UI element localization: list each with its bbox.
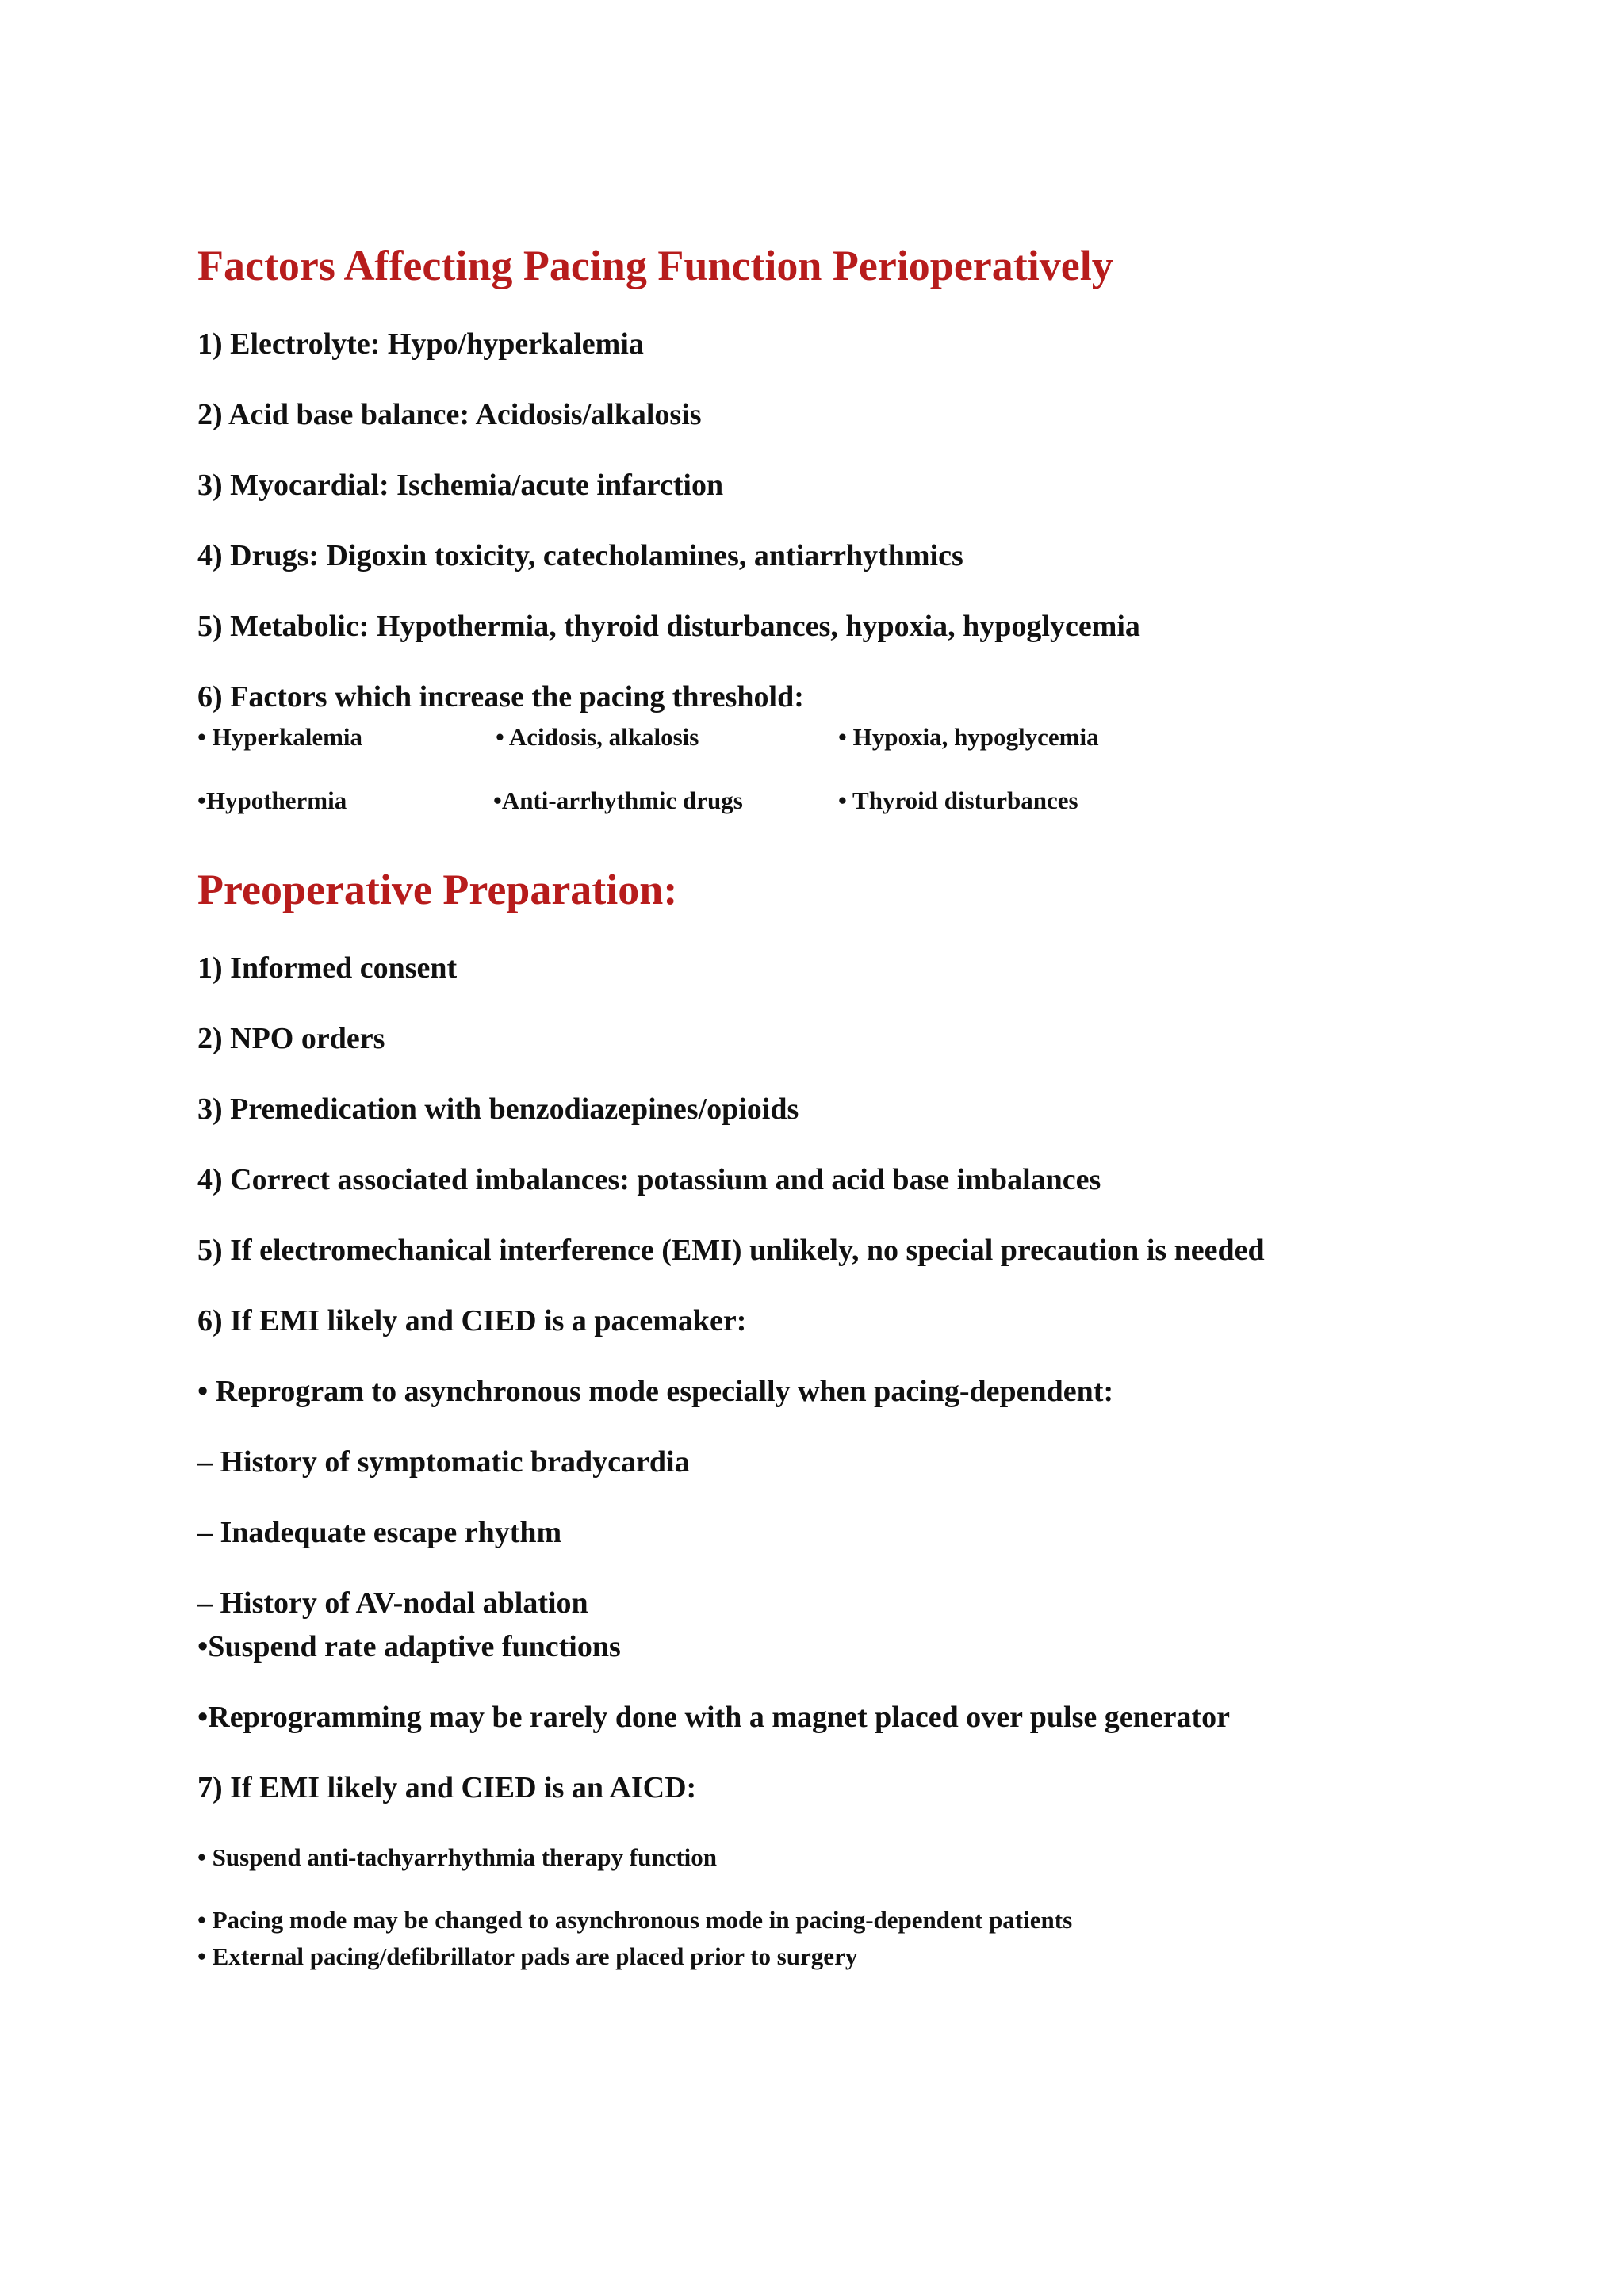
list-item: – Inadequate escape rhythm [197, 1516, 562, 1549]
list-item: – History of symptomatic bradycardia [197, 1445, 690, 1479]
list-item: • Reprogram to asynchronous mode especially when pacing-dependent: [197, 1375, 1114, 1408]
list-item: 4) Drugs: Digoxin toxicity, catecholamines, antiarrhythmics [197, 539, 963, 572]
aicd-item: • Suspend anti-tachyarrhythmia therapy function [197, 1843, 718, 1871]
list-item: – History of AV-nodal ablation [197, 1586, 588, 1620]
list-item: •Reprogramming may be rarely done with a magnet placed over pulse generator [197, 1701, 1230, 1734]
list-item: 7) If EMI likely and CIED is an AICD: [197, 1771, 697, 1804]
list-item: 1) Electrolyte: Hypo/hyperkalemia [197, 327, 644, 361]
threshold-factor: •Anti-arrhythmic drugs [493, 786, 743, 814]
list-item: 1) Informed consent [197, 951, 458, 985]
threshold-factor: • Hypoxia, hypoglycemia [838, 723, 1099, 751]
section-heading-preoperative-preparation: Preoperative Preparation: [197, 866, 678, 913]
list-item: 4) Correct associated imbalances: potassium and acid base imbalances [197, 1163, 1101, 1196]
threshold-factor: • Thyroid disturbances [838, 786, 1078, 814]
threshold-factor: •Hypothermia [197, 786, 347, 814]
list-item: 2) NPO orders [197, 1022, 385, 1055]
aicd-item: • External pacing/defibrillator pads are placed prior to surgery [197, 1942, 858, 1970]
list-item: •Suspend rate adaptive functions [197, 1630, 621, 1663]
aicd-item: • Pacing mode may be changed to asynchronous mode in pacing-dependent patients [197, 1906, 1073, 1934]
section-heading-pacing-factors: Factors Affecting Pacing Function Perioperatively [197, 242, 1113, 289]
threshold-factor: • Acidosis, alkalosis [496, 723, 699, 751]
threshold-factor: • Hyperkalemia [197, 723, 363, 751]
list-item: 5) Metabolic: Hypothermia, thyroid disturbances, hypoxia, hypoglycemia [197, 610, 1140, 643]
list-item: 3) Premedication with benzodiazepines/opioids [197, 1093, 799, 1126]
list-item: 6) Factors which increase the pacing threshold: [197, 680, 804, 714]
list-item: 6) If EMI likely and CIED is a pacemaker: [197, 1304, 747, 1337]
list-item: 2) Acid base balance: Acidosis/alkalosis [197, 398, 702, 431]
list-item: 5) If electromechanical interference (EMI) unlikely, no special precaution is needed [197, 1234, 1265, 1267]
list-item: 3) Myocardial: Ischemia/acute infarction [197, 469, 724, 502]
